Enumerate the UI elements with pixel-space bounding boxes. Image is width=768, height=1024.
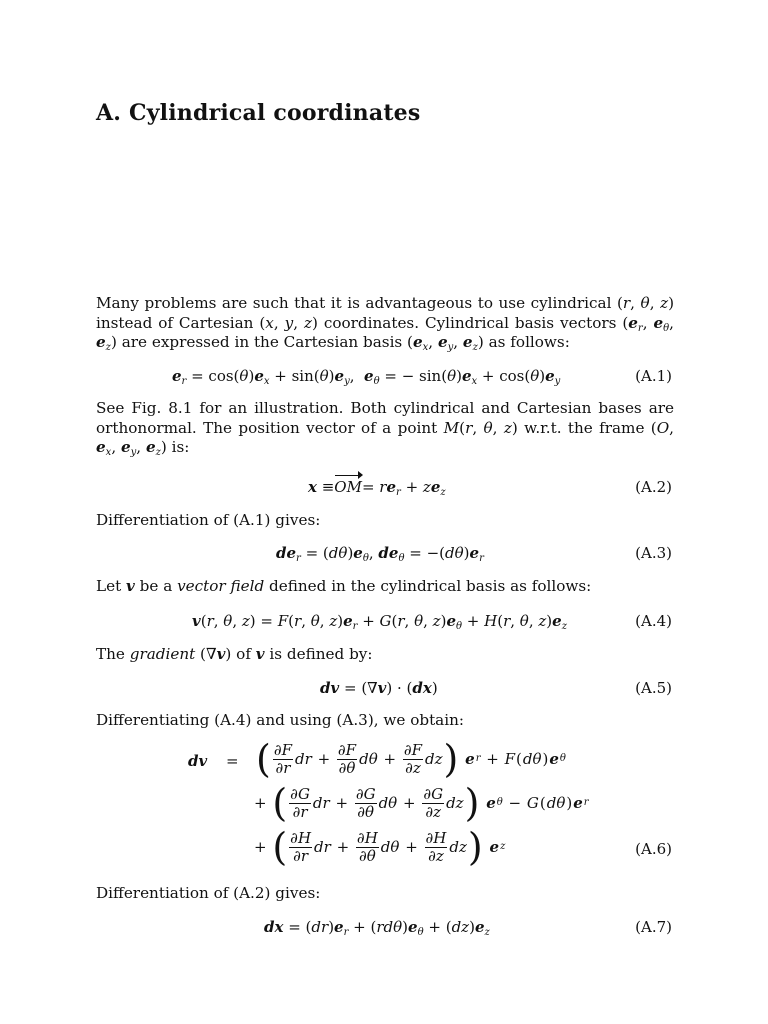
section-title: A. Cylindrical coordinates — [96, 100, 421, 126]
equation-a7: dx = $(dr)e_r + (rd\theta)e_\theta + (dz)e_z$ (A.7) — [96, 915, 674, 939]
equation-a6: dv = ( $\frac{\partial F}{\partial r}$ dr + $\frac{\partial F}{\partial\theta}$ dθ + $\frac{\partial F}{\partial z}$ dz ) e r + F ( dθ ) e θ + ( $\frac{\partial G}{\partial r}$ dr + $\frac{\partial G}{\partial\theta}$ dθ + $\frac{\partial G}{\partial z}$ dz ) e θ − G ( dθ ) e r + ( $\frac{\partial H}{\partial r}$ dr + $\frac{\partial H}{\partial\theta}$ dθ + $\frac{\partial H}{\partial z}$ dz ) e z (A.6) — [188, 737, 672, 869]
equation-a3: $de_r = (d\theta)e_\theta$, $de_\theta = -(d\theta)e_r$ (A.3) — [96, 541, 674, 565]
equation-a4: v(r, θ, z) = F(r, θ, $z)e_r + G(r$, θ, $z)e_\theta + H(r$, θ, $z)e_z$ (A.4) — [96, 609, 674, 633]
paragraph-diff-a1: Differentiation of (A.1) gives: — [96, 511, 321, 529]
paragraph-vector-field: Let v be a vector field defined in the cylindrical basis as follows: — [96, 577, 592, 595]
intro-paragraph: Many problems are such that it is advantageous to use cylindrical (r, θ, z) instead of Cartesian (x, y, z) coordinates. Cylindrical basis vectors ($e_r$, $e_\theta$, $e_z$) are expressed in the Cartesian basis ($e_x$, $e_y$, $e_z$) as follows: — [96, 294, 675, 353]
equation-a2: $x \equiv OM= re_r + ze_z$ (A.2) — [96, 475, 674, 499]
equation-number: (A.2) — [635, 478, 672, 496]
equation-number: (A.1) — [635, 367, 672, 385]
equation-a1: $e_r = \cos(\theta)e_x + \sin(\theta)e_y$, $e_\theta$ = − $\sin(\theta)e_x + \cos(\theta)e_y$ (A.1) — [96, 364, 674, 388]
equation-number: (A.4) — [635, 612, 672, 630]
equation-a5: dv = (∇v) · (dx) (A.5) — [96, 676, 674, 700]
paragraph-gradient: The gradient (∇v) of v is defined by: — [96, 645, 373, 663]
paragraph-diff-a2: Differentiation of (A.2) gives: — [96, 884, 321, 902]
equation-number: (A.7) — [635, 918, 672, 936]
equation-number: (A.6) — [635, 840, 672, 858]
equation-number: (A.3) — [635, 544, 672, 562]
paragraph-differentiating: Differentiating (A.4) and using (A.3), we obtain: — [96, 711, 464, 729]
paragraph-bases: See Fig. 8.1 for an illustration. Both cylindrical and Cartesian bases are orthonormal. The position vector of a point M(r, θ, z) w.r.t. the frame (O, $e_x$, $e_y$, $e_z$) is: — [96, 399, 674, 458]
equation-number: (A.5) — [635, 679, 672, 697]
